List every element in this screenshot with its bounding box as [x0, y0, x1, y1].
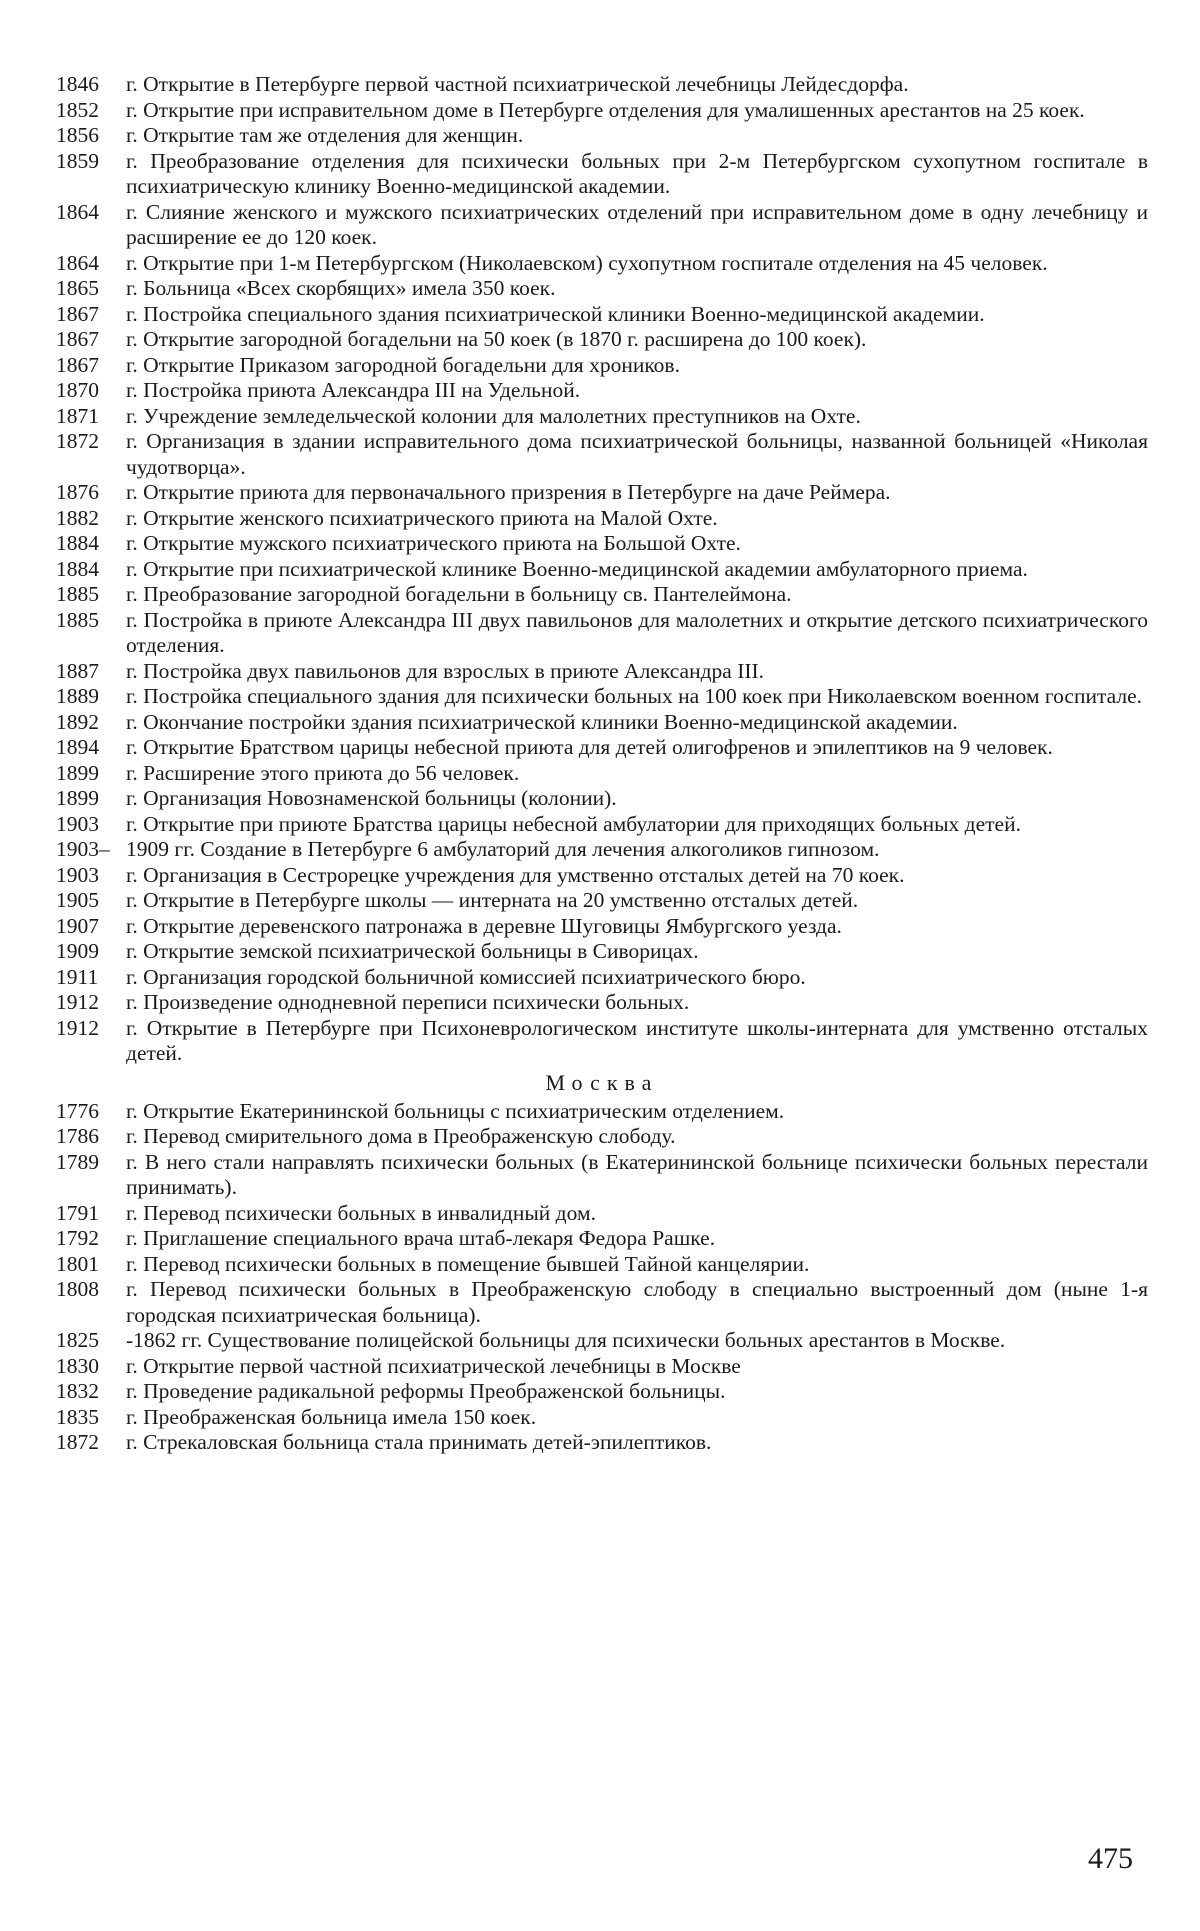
entry-year: 1859	[56, 148, 99, 173]
entry-year: 1903	[56, 862, 99, 887]
entry-year: 1864	[56, 250, 99, 275]
entry-year: 1885	[56, 582, 99, 606]
chronology-entry	[56, 608, 1148, 659]
entry-text: г. Преобразование загородной богадельни в больницу св. Пантелеймона.	[126, 582, 792, 606]
entry-text: г. Расширение этого приюта до 56 человек.	[126, 760, 520, 785]
chronology-entry	[56, 863, 1148, 889]
entry-text: г. Открытие деревенского патронажа в деревне Шуговицы Ямбургского уезда.	[126, 913, 842, 938]
chronology-entry	[56, 1277, 1148, 1328]
chronology-entry	[56, 378, 1148, 404]
entry-text: г. Организация городской больничной комиссией психиатрического бюро.	[126, 964, 806, 989]
chronology-entry	[56, 1099, 1148, 1125]
chronology-entry	[56, 990, 1148, 1016]
entry-text: г. В него стали направлять психически больных (в Екатерининской больнице психически больных перестали принимать).	[126, 1149, 1148, 1199]
entry-text: г. Открытие женского психиатрического приюта на Малой Охте.	[126, 505, 718, 530]
entry-year: 1899	[56, 786, 99, 810]
entry-text: г. Приглашение специального врача штаб-лекаря Федора Рашке.	[126, 1226, 716, 1250]
entry-text: г. Открытие при 1-м Петербургском (Николаевском) сухопутном госпитале отделения на 45 человек.	[126, 250, 1048, 275]
chronology-entry	[56, 123, 1148, 149]
chronology-entry	[56, 1016, 1148, 1067]
entry-year: 1856	[56, 123, 99, 147]
entry-year: 1909	[56, 939, 99, 963]
chronology-entry	[56, 1226, 1148, 1252]
entry-year: 1864	[56, 199, 99, 224]
entry-year: 1870	[56, 378, 99, 402]
chronology-entry	[56, 404, 1148, 430]
entry-text: г. Организация в Сестрорецке учреждения для умственно отсталых детей на 70 коек.	[126, 862, 905, 887]
entry-year: 1871	[56, 403, 99, 428]
chronology-entry	[56, 429, 1148, 480]
entry-text: г. Перевод психически больных в помещение бывшей Тайной канцелярии.	[126, 1251, 810, 1276]
chronology-entry	[56, 1379, 1148, 1405]
chronology-entry	[56, 888, 1148, 914]
chronology-entry	[56, 200, 1148, 251]
chronology-entry	[56, 276, 1148, 302]
page-number: 475	[1088, 1842, 1133, 1875]
entry-text: г. Постройка в приюте Александра III двух павильонов для малолетних и открытие детского психиатрического отделения.	[126, 607, 1148, 657]
entry-year: 1801	[56, 1251, 99, 1276]
entry-text: г. Открытие при исправительном доме в Петербурге отделения для умалишенных арестантов на 25 коек.	[126, 97, 1085, 122]
entry-year: 1887	[56, 658, 99, 683]
entry-text: г. Открытие Братством царицы небесной приюта для детей олигофренов и эпилептиков на 9 человек.	[126, 735, 1053, 759]
entry-year: 1903	[56, 811, 99, 836]
entry-year: 1808	[56, 1277, 99, 1301]
entry-text: г. Открытие мужского психиатрического приюта на Большой Охте.	[126, 531, 741, 555]
entry-year: 1835	[56, 1404, 99, 1429]
entry-year: 1884	[56, 556, 99, 581]
entry-text: г. Постройка специального здания для психически больных на 100 коек при Николаевском военном госпитале.	[126, 684, 1142, 708]
entry-text: г. Открытие в Петербурге первой частной психиатрической лечебницы Лейдесдорфа.	[126, 72, 909, 96]
entry-year: 1889	[56, 684, 99, 708]
chronology-entry	[56, 812, 1148, 838]
entry-text: г. Постройка специального здания психиатрической клиники Военно-медицинской академии.	[126, 301, 985, 326]
entry-year: 1912	[56, 1015, 99, 1040]
entry-text: г. Открытие Приказом загородной богадельни для хроников.	[126, 352, 680, 377]
entry-year: 1899	[56, 760, 99, 785]
entry-year: 1825	[56, 1328, 99, 1352]
chronology-entry	[56, 965, 1148, 991]
entry-text: г. Открытие приюта для первоначального призрения в Петербурге на даче Реймера.	[126, 480, 891, 504]
entry-text: г. Открытие там же отделения для женщин.	[126, 123, 524, 147]
entry-text: г. Преображенская больница имела 150 коек.	[126, 1404, 537, 1429]
entry-year: 1791	[56, 1200, 99, 1225]
entry-year: 1865	[56, 276, 99, 300]
entry-year: 1867	[56, 327, 99, 351]
chronology-entry	[56, 684, 1148, 710]
entry-year: 1867	[56, 352, 99, 377]
chronology-entry	[56, 914, 1148, 940]
entry-year: 1876	[56, 480, 99, 504]
entry-text: г. Открытие земской психиатрической больницы в Сиворицах.	[126, 939, 699, 963]
entry-text: г. Открытие загородной богадельни на 50 коек (в 1870 г. расширена до 100 коек).	[126, 327, 867, 351]
chronology-entry	[56, 98, 1148, 124]
chronology-entry	[56, 506, 1148, 532]
entry-text: г. Слияние женского и мужского психиатрических отделений при исправительном доме в одну лечебницу и расширение ее до 120 коек.	[126, 199, 1148, 249]
entry-year: 1884	[56, 531, 99, 555]
chronology-entry	[56, 480, 1148, 506]
chronology-entry	[56, 659, 1148, 685]
chronology-entry	[56, 1354, 1148, 1380]
entry-year: 1912	[56, 990, 99, 1014]
chronology-entry	[56, 582, 1148, 608]
chronology-entry	[56, 1430, 1148, 1456]
entry-year: 1903–	[56, 837, 110, 861]
chronology-entry	[56, 72, 1148, 98]
chronology-entry	[56, 837, 1148, 863]
chronology-entry	[56, 761, 1148, 787]
entry-year: 1905	[56, 888, 99, 912]
entry-text: г. Постройка двух павильонов для взрослых в приюте Александра III.	[126, 658, 765, 683]
entry-year: 1852	[56, 97, 99, 122]
entry-text: г. Открытие в Петербурге при Психоневрологическом институте школы-интерната для умственно отсталых детей.	[126, 1015, 1148, 1065]
chronology-entry	[56, 1252, 1148, 1278]
entry-year: 1776	[56, 1098, 99, 1123]
chronology-entry	[56, 353, 1148, 379]
entry-text: г. Организация в здании исправительного дома психиатрической больницы, названной больницей «Николая чудотворца».	[126, 429, 1148, 479]
entry-year: 1911	[56, 964, 99, 989]
chronology-entry	[56, 149, 1148, 200]
chronology-entry	[56, 1124, 1148, 1150]
entry-text: -1862 гг. Существование полицейской больницы для психически больных арестантов в Москве.	[126, 1328, 1006, 1352]
entry-text: г. Перевод психически больных в Преображенскую слободу в специально выстроенный дом (ныне 1-я городская психиатрическая больница).	[126, 1277, 1148, 1327]
entry-year: 1885	[56, 607, 99, 632]
entry-year: 1892	[56, 709, 99, 734]
chronology-entry	[56, 531, 1148, 557]
entry-text: г. Учреждение земледельческой колонии для малолетних преступников на Охте.	[126, 403, 861, 428]
entry-text: г. Открытие Екатерининской больницы с психиатрическим отделением.	[126, 1098, 785, 1123]
entry-year: 1872	[56, 1430, 99, 1454]
chronology-entry	[56, 1201, 1148, 1227]
entry-year: 1792	[56, 1226, 99, 1250]
entry-year: 1907	[56, 913, 99, 938]
entry-text: г. Организация Новознаменской больницы (колонии).	[126, 786, 617, 810]
chronology-entry	[56, 1150, 1148, 1201]
entry-year: 1882	[56, 505, 99, 530]
entry-text: г. Постройка приюта Александра III на Удельной.	[126, 378, 581, 402]
entry-text: 1909 гг. Создание в Петербурге 6 амбулаторий для лечения алкоголиков гипнозом.	[126, 837, 880, 861]
entry-year: 1789	[56, 1149, 99, 1174]
entry-text: г. Открытие первой частной психиатрической лечебницы в Москве	[126, 1353, 741, 1378]
entry-year: 1846	[56, 72, 99, 96]
entry-text: г. Стрекаловская больница стала принимать детей-эпилептиков.	[126, 1430, 712, 1454]
entry-text: г. Перевод психически больных в инвалидный дом.	[126, 1200, 596, 1225]
moscow-chronology	[56, 1099, 1148, 1456]
entry-text: г. Произведение однодневной переписи психически больных.	[126, 990, 690, 1014]
chronology-entry	[56, 251, 1148, 277]
entry-text: г. Открытие при приюте Братства царицы небесной амбулатории для приходящих больных детей.	[126, 811, 1021, 836]
entry-year: 1867	[56, 301, 99, 326]
petersburg-chronology	[56, 72, 1148, 1067]
chronology-entry	[56, 735, 1148, 761]
entry-year: 1832	[56, 1379, 99, 1403]
chronology-entry	[56, 939, 1148, 965]
entry-text: г. Открытие при психиатрической клинике Военно-медицинской академии амбулаторного приема.	[126, 556, 1028, 581]
entry-year: 1830	[56, 1353, 99, 1378]
chronology-entry	[56, 786, 1148, 812]
entry-year: 1894	[56, 735, 99, 759]
text-column	[56, 72, 1148, 1456]
entry-text: г. Проведение радикальной реформы Преображенской больницы.	[126, 1379, 726, 1403]
chronology-entry	[56, 1405, 1148, 1431]
chronology-entry	[56, 1328, 1148, 1354]
chronology-entry	[56, 302, 1148, 328]
entry-text: г. Преобразование отделения для психически больных при 2-м Петербургском сухопутном госпитале в психиатрическую клинику Военно-медицинской академии.	[126, 148, 1148, 198]
chronology-entry	[56, 327, 1148, 353]
section-title-moscow: Москва	[545, 1069, 659, 1095]
chronology-entry	[56, 557, 1148, 583]
entry-year: 1786	[56, 1124, 99, 1148]
entry-text: г. Больница «Всех скорбящих» имела 350 коек.	[126, 276, 556, 300]
entry-text: г. Окончание постройки здания психиатрической клиники Военно-медицинской академии.	[126, 709, 958, 734]
entry-year: 1872	[56, 429, 99, 453]
entry-text: г. Перевод смирительного дома в Преображенскую слободу.	[126, 1124, 676, 1148]
entry-text: г. Открытие в Петербурге школы — интерната на 20 умственно отсталых детей.	[126, 888, 859, 912]
chronology-entry	[56, 710, 1148, 736]
